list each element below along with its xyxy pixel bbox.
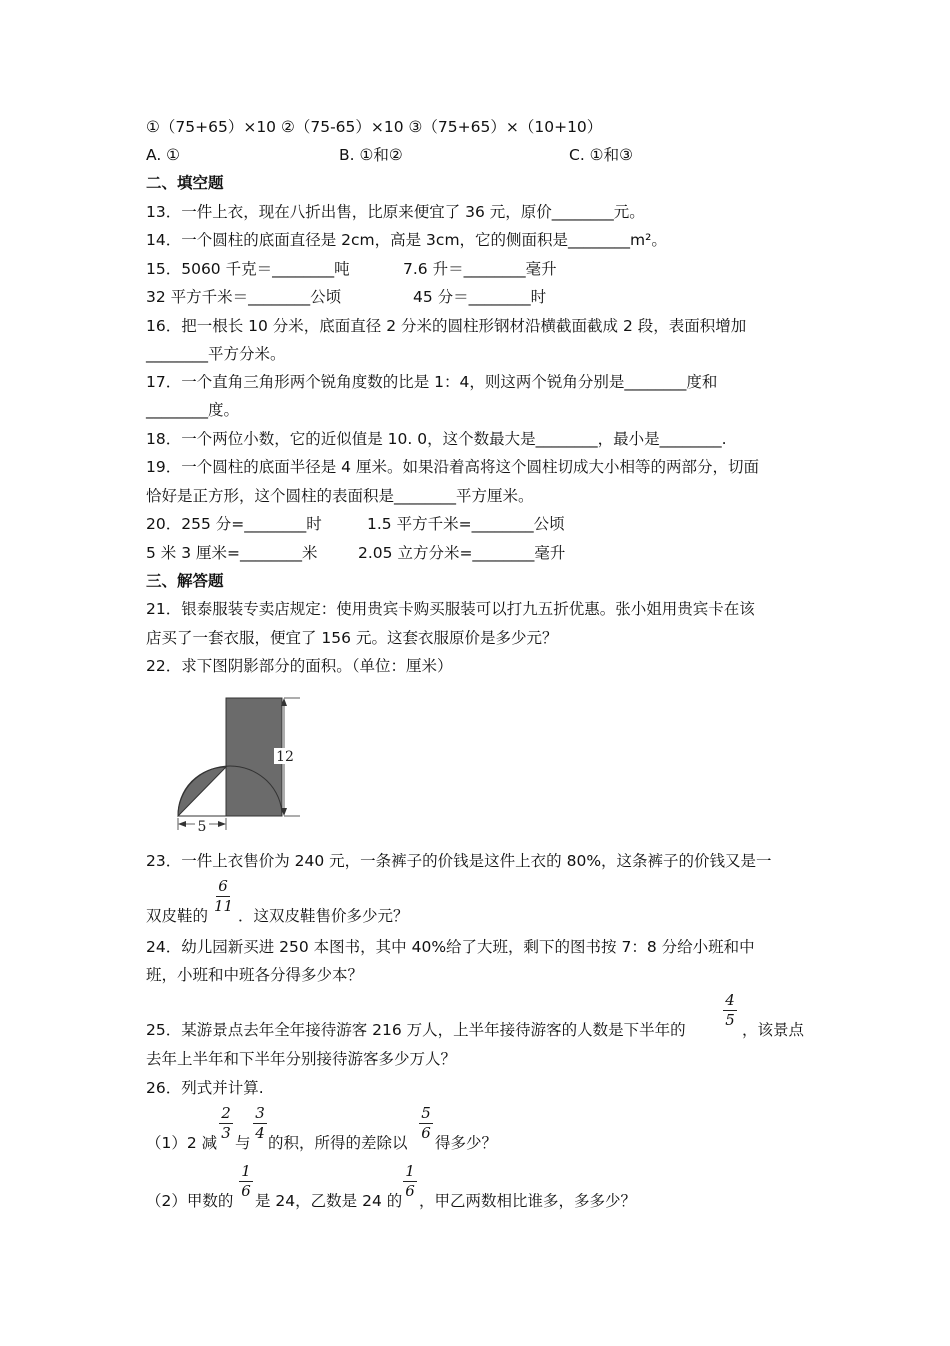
option-a: A. ① xyxy=(146,146,181,164)
q26-title: 26．列式并计算. xyxy=(146,1079,264,1097)
q23-line2-post: ．这双皮鞋售价多少元？ xyxy=(238,907,409,925)
fraction-6-11: 6 11 xyxy=(214,877,234,915)
q21-line1: 21．银泰服装专卖店规定：使用贵宾卡购买服装可以打九五折优惠。张小姐用贵宾卡在该 xyxy=(146,600,755,618)
q16-line1: 16．把一根长 10 分米，底面直径 2 分米的圆柱形钢材沿横截面截成 2 段，表面积增加 xyxy=(146,317,747,335)
q19-line1: 19．一个圆柱的底面半径是 4 厘米。如果沿着高将这个圆柱切成大小相等的两部分，切面 xyxy=(146,458,759,476)
q23-line1: 23．一件上衣售价为 240 元，一条裤子的价钱是这件上衣的 80%，这条裤子的价钱又是一 xyxy=(146,852,772,870)
q13: 13．一件上衣，现在八折出售，比原来便宜了 36 元，原价________元。 xyxy=(146,203,645,221)
q24-line2: 班，小班和中班各分得多少本？ xyxy=(146,966,364,984)
shaded-segment xyxy=(178,767,226,816)
q14: 14．一个圆柱的底面直径是 2cm，高是 3cm，它的侧面积是________m²。 xyxy=(146,231,667,249)
q23-line2-pre: 双皮鞋的 xyxy=(146,907,209,925)
q26-p2-c: ，甲乙两数相比谁多，多多少？ xyxy=(419,1192,637,1210)
q20-d: 2.05 立方分米=________毫升 xyxy=(358,544,566,562)
fraction-4-5: 4 5 xyxy=(721,992,739,1029)
q15-a: 15．5060 千克＝________吨 xyxy=(146,260,350,278)
fraction-1-6-a: 1 6 xyxy=(237,1163,255,1200)
q19-line2: 恰好是正方形，这个圆柱的表面积是________平方厘米。 xyxy=(146,487,534,505)
q12-expressions: ①（75+65）×10 ②（75-65）×10 ③（75+65）×（10+10） xyxy=(146,118,603,136)
q17-line2: ________度。 xyxy=(146,401,240,419)
q26-p1-b: 与 xyxy=(235,1134,251,1152)
q15-c: 32 平方千米＝________公顷 xyxy=(146,288,342,306)
q15-b: 7.6 升＝________毫升 xyxy=(403,260,557,278)
fraction-2-3: 2 3 xyxy=(217,1105,235,1142)
q17-line1: 17．一个直角三角形两个锐角度数的比是 1：4，则这两个锐角分别是________度和 xyxy=(146,373,718,391)
q26-p2-b: 是 24，乙数是 24 的 xyxy=(255,1192,403,1210)
q26-p1-d: 得多少？ xyxy=(435,1134,498,1152)
height-label: 12 xyxy=(276,749,294,765)
q25-line1-pre: 25．某游景点去年全年接待游客 216 万人，上半年接待游客的人数是下半年的 xyxy=(146,1021,686,1039)
q20-a: 20．255 分=________时 xyxy=(146,515,322,533)
q16-line2: ________平方分米。 xyxy=(146,345,286,363)
q21-line2: 店买了一套衣服，便宜了 156 元。这套衣服原价是多少元？ xyxy=(146,629,558,647)
section3-title: 三、解答题 xyxy=(146,572,224,590)
q25-line2: 去年上半年和下半年分别接待游客多少万人？ xyxy=(146,1050,457,1068)
q26-p1-c: 的积，所得的差除以 xyxy=(268,1134,408,1152)
fraction-1-6-b: 1 6 xyxy=(401,1163,419,1200)
shaded-rectangle xyxy=(226,698,282,816)
q20-b: 1.5 平方千米=________公顷 xyxy=(367,515,565,533)
q18: 18．一个两位小数，它的近似值是 10. 0，这个数最大是________，最小是________. xyxy=(146,430,727,448)
q24-line1: 24．幼儿园新买进 250 本图书，其中 40%给了大班，剩下的图书按 7：8 分给小班和中 xyxy=(146,938,755,956)
q22: 22．求下图阴影部分的面积。（单位：厘米） xyxy=(146,657,453,675)
q20-c: 5 米 3 厘米=________米 xyxy=(146,544,318,562)
q26-p2-a: （2）甲数的 xyxy=(146,1192,234,1210)
q26-p1-a: （1）2 减 xyxy=(146,1134,218,1152)
fraction-5-6: 5 6 xyxy=(417,1105,435,1142)
q15-d: 45 分＝________时 xyxy=(413,288,547,306)
width-label: 5 xyxy=(197,819,207,835)
section2-title: 二、填空题 xyxy=(146,174,224,192)
q25-line1-post: ，该景点 xyxy=(742,1021,805,1039)
option-c: C. ①和③ xyxy=(569,146,633,164)
shaded-area-figure xyxy=(170,690,310,838)
fraction-3-4: 3 4 xyxy=(251,1105,269,1142)
option-b: B. ①和② xyxy=(339,146,403,164)
